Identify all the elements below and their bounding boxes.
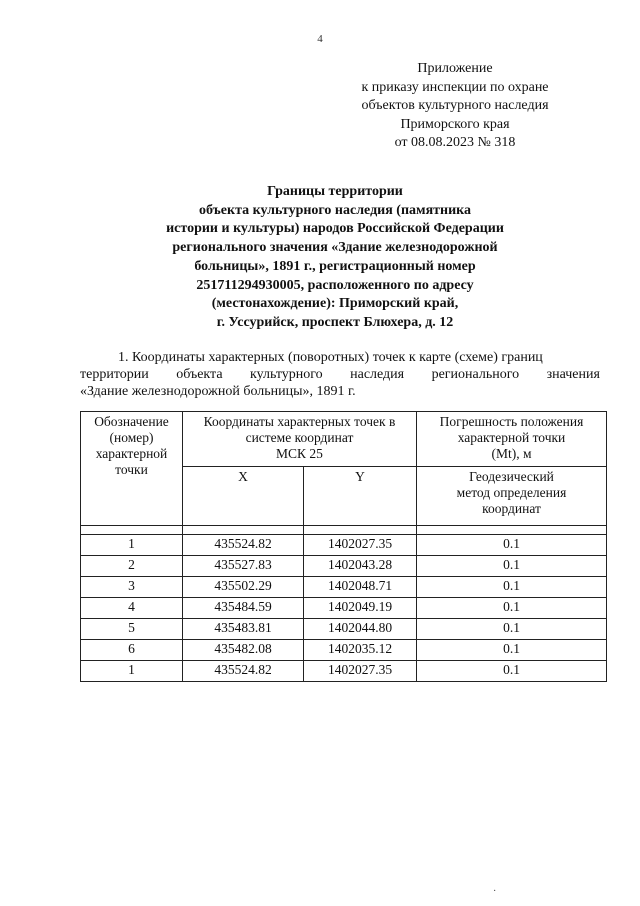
appendix-line: объектов культурного наследия [361, 98, 549, 113]
spacer-cell [81, 526, 183, 535]
cell-point: 2 [81, 556, 183, 577]
table-row [81, 535, 607, 556]
cell-mt: 0.1 [417, 556, 607, 577]
spacer-cell [417, 526, 607, 535]
cell-point: 1 [81, 535, 183, 556]
cell-mt: 0.1 [417, 598, 607, 619]
paragraph-word: наследия [350, 367, 405, 382]
header-text: координат [482, 501, 541, 516]
header-text: (номер) [109, 430, 154, 445]
cell-x: 435524.82 [183, 661, 304, 682]
cell-y: 1402048.71 [304, 577, 417, 598]
spacer-cell [183, 526, 304, 535]
header-text: (Mt), м [491, 446, 532, 461]
scan-artifact-mark: · [493, 886, 497, 897]
paragraph-word: культурного [250, 367, 323, 382]
coordinates-table [80, 411, 607, 682]
appendix-header [340, 60, 570, 153]
title-line: истории и культуры) народов Российской Федерации [166, 221, 504, 237]
cell-x: 435502.29 [183, 577, 304, 598]
cell-y: 1402027.35 [304, 661, 417, 682]
cell-point: 3 [81, 577, 183, 598]
header-coordinates [183, 412, 417, 467]
paragraph-word: территории [80, 367, 149, 382]
paragraph-justified-line [80, 366, 600, 383]
cell-mt: 0.1 [417, 640, 607, 661]
header-text: Координаты характерных точек в [203, 414, 396, 429]
header-text: МСК 25 [276, 446, 323, 461]
paragraph-word: объекта [176, 367, 223, 382]
appendix-line: Приморского края [400, 116, 510, 132]
cell-point: 1 [81, 661, 183, 682]
cell-y: 1402049.19 [304, 598, 417, 619]
table-row [81, 577, 607, 598]
header-x: X [183, 467, 304, 526]
header-y: Y [304, 467, 417, 526]
title-line: регионального значения «Здание железнодорожной [172, 240, 498, 256]
table-row [81, 556, 607, 577]
cell-x: 435482.08 [183, 640, 304, 661]
title-line: Границы территории [267, 184, 403, 199]
header-text: Погрешность положения [439, 414, 584, 429]
paragraph-word: регионального [431, 367, 520, 382]
spacer-cell [304, 526, 417, 535]
cell-x: 435524.82 [183, 535, 304, 556]
cell-point: 4 [81, 598, 183, 619]
table-row [81, 640, 607, 661]
header-point-designation [81, 412, 183, 526]
paragraph-word: значения [546, 367, 600, 382]
appendix-line: от 08.08.2023 № 318 [394, 135, 516, 150]
title-line: объекта культурного наследия (памятника [198, 202, 472, 218]
header-text: Геодезический [469, 469, 554, 484]
title-line: (местонахождение): Приморский край, [211, 296, 459, 312]
title-line: больницы», 1891 г., регистрационный номер [194, 258, 476, 274]
header-text: Обозначение [94, 414, 169, 429]
appendix-line: Приложение [417, 61, 493, 76]
paragraph-line: 1. Координаты характерных (поворотных) точек к карте (схеме) границ [118, 350, 543, 365]
page-number: 4 [317, 33, 323, 45]
cell-y: 1402035.12 [304, 640, 417, 661]
cell-mt: 0.1 [417, 535, 607, 556]
cell-point: 5 [81, 619, 183, 640]
cell-y: 1402043.28 [304, 556, 417, 577]
title-line: 251711294930005, расположенного по адресу [196, 277, 474, 293]
cell-y: 1402027.35 [304, 535, 417, 556]
title-line: г. Уссурийск, проспект Блюхера, д. 12 [216, 314, 454, 330]
cell-y: 1402044.80 [304, 619, 417, 640]
header-text: точки [115, 462, 148, 477]
table-row [81, 619, 607, 640]
header-text: метод определения [456, 485, 567, 500]
header-method [417, 467, 607, 526]
document-title [100, 183, 570, 333]
cell-mt: 0.1 [417, 577, 607, 598]
header-text: характерной точки [457, 430, 566, 445]
cell-point: 6 [81, 640, 183, 661]
table-row [81, 661, 607, 682]
cell-mt: 0.1 [417, 619, 607, 640]
header-position-error [417, 412, 607, 467]
paragraph-line: «Здание железнодорожной больницы», 1891 г. [80, 384, 356, 399]
header-text: характерной [95, 446, 168, 461]
table-header-row [81, 412, 607, 467]
cell-x: 435527.83 [183, 556, 304, 577]
section-1-paragraph [80, 349, 600, 400]
table-row [81, 598, 607, 619]
appendix-line: к приказу инспекции по охране [361, 79, 549, 95]
cell-mt: 0.1 [417, 661, 607, 682]
cell-x: 435483.81 [183, 619, 304, 640]
table-spacer-row [81, 526, 607, 535]
header-text: системе координат [245, 430, 354, 445]
cell-x: 435484.59 [183, 598, 304, 619]
